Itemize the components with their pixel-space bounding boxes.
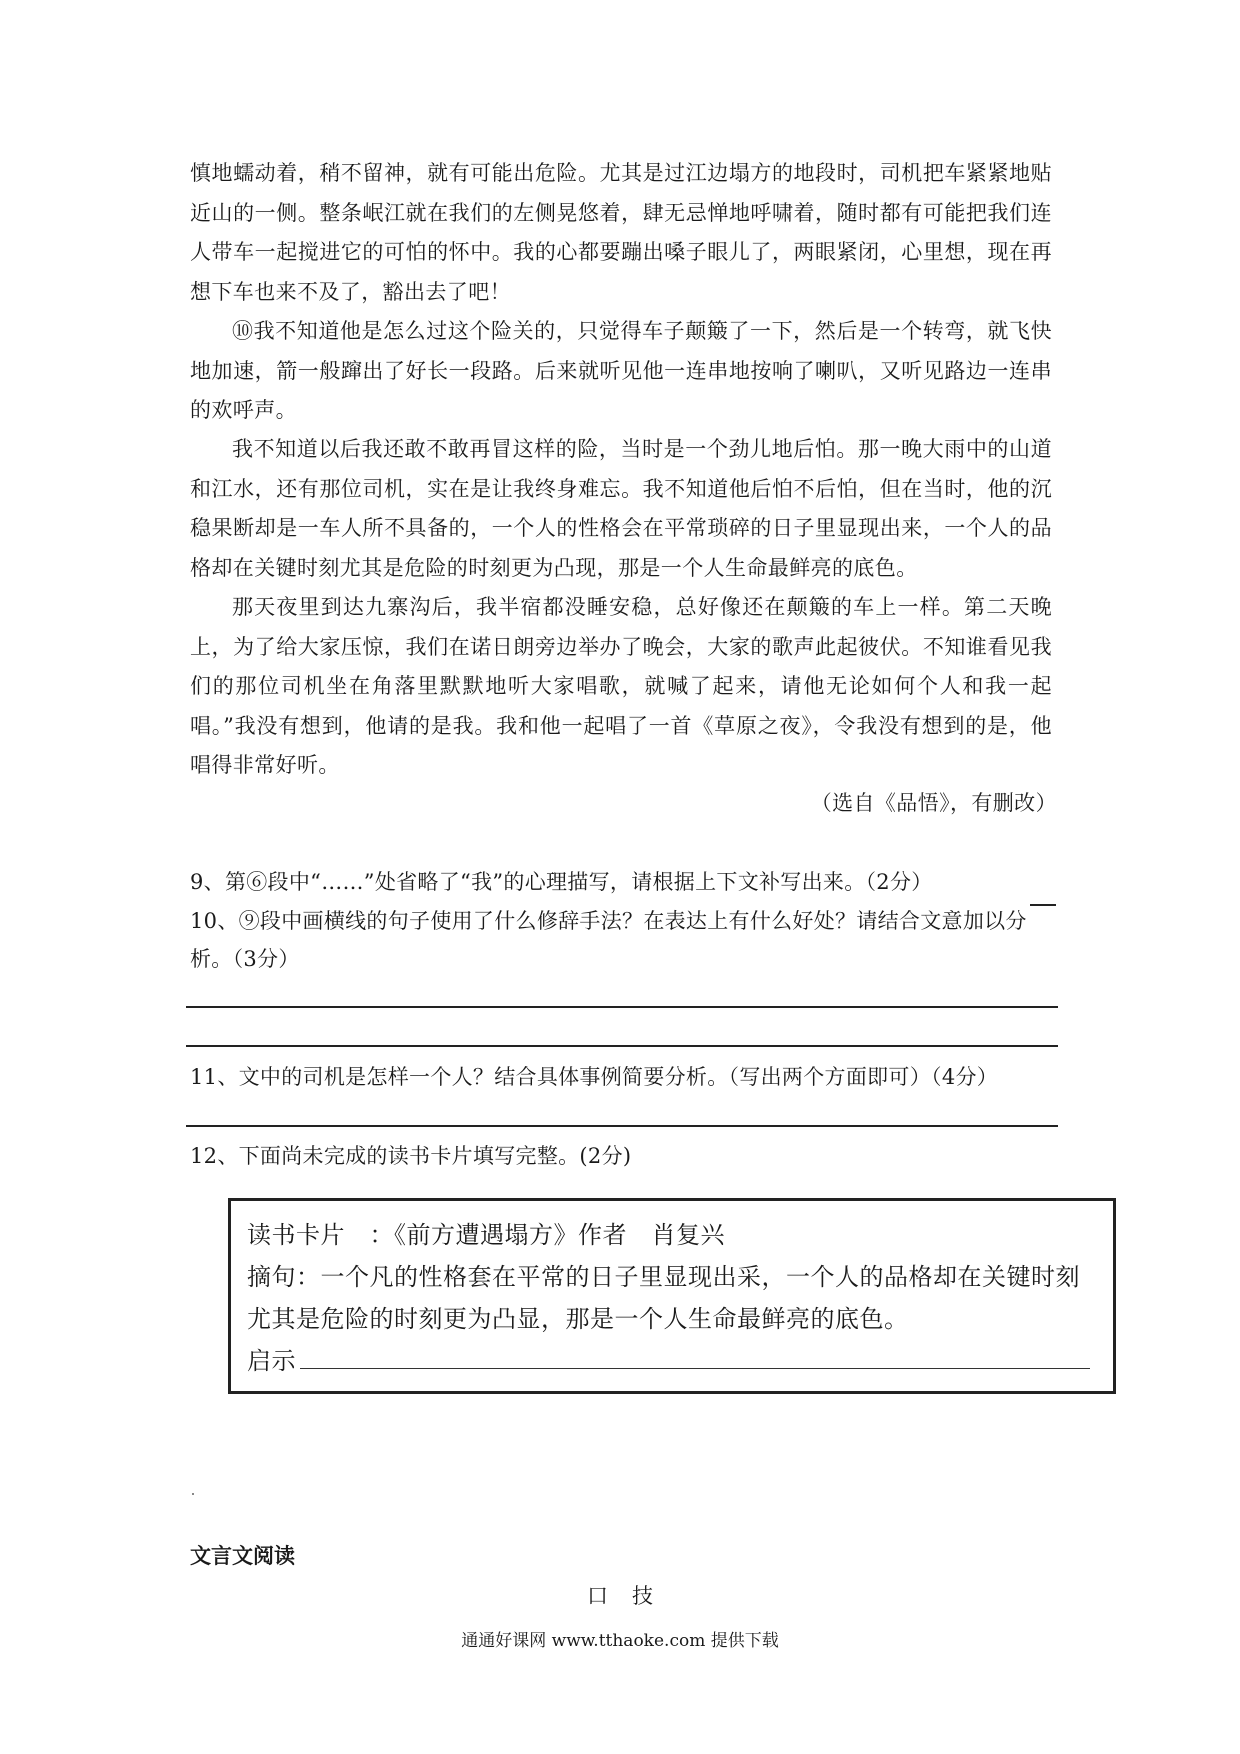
passage-paragraph-10: ⑩我不知道他是怎么过这个险关的，只觉得车子颠簸了一下，然后是一个转弯，就飞快地加速，箭一般蹿出了好长一段路。后来就听见他一连串地按响了喇叭，又听见路边一连串的欢呼声。 [190,319,1052,422]
article-title: 口技 [587,1584,677,1608]
card-quote-line-2: 尤其是危险的时刻更为凸显，那是一个人生命最鲜亮的底色。 [247,1305,909,1333]
card-title-line: 读书卡片 ：《前方遭遇塌方》作者 肖复兴 [247,1221,725,1249]
passage-paragraph-12: 那天夜里到达九寨沟后，我半宿都没睡安稳，总好像还在颠簸的车上一样。第二天晚上，为了给大家压惊，我们在诺日朗旁边举办了晚会，大家的歌声此起彼伏。不知谁看见我们的那位司机坐在角落里默默地听大家唱歌，就喊了起来，请他无论如何个人和我一起唱。”我没有想到，他请的是我。我和他一起唱了一首《草原之夜》，令我没有想到的是，他唱得非常好听。 [190,595,1052,777]
card-insight-label: 启示 [247,1347,296,1375]
card-quote-line-1: 摘句：一个凡的性格套在平常的日子里显现出采，一个人的品格却在关键时刻 [247,1263,1080,1291]
reading-card [228,1198,1116,1394]
question-9: 9、第⑥段中“……”处省略了“我”的心理描写，请根据上下文补写出来。（2分） [190,870,933,894]
question-10-answer-line-1[interactable] [186,1006,1058,1008]
stray-mark [192,1493,194,1495]
question-11: 11、文中的司机是怎样一个人？结合具体事例简要分析。（写出两个方面即可）（4分） [190,1065,999,1089]
page-footer: 通通好课网 www.tthaoke.com 提供下载 [461,1631,779,1651]
passage-paragraph-continued: 慎地蠕动着，稍不留神，就有可能出危险。尤其是过江边塌方的地段时，司机把车紧紧地贴近山的一侧。整条岷江就在我们的左侧晃悠着，肆无忌惮地呼啸着，随时都有可能把我们连人带车一起搅进它的可怕的怀中。我的心都要蹦出嗓子眼儿了，两眼紧闭，心里想，现在再想下车也来不及了，豁出去了吧！ [190,161,1052,304]
passage-paragraph-11: 我不知道以后我还敢不敢再冒这样的险，当时是一个劲儿地后怕。那一晚大雨中的山道和江水，还有那位司机，实在是让我终身难忘。我不知道他后怕不后怕，但在当时，他的沉稳果断却是一车人所不具备的，一个人的性格会在平常琐碎的日子里显现出来，一个人的品格却在关键时刻尤其是危险的时刻更为凸现，那是一个人生命最鲜亮的底色。 [190,437,1052,580]
question-11-answer-line[interactable] [186,1125,1058,1127]
question-10-answer-line-2[interactable] [186,1045,1058,1047]
section-title: 文言文阅读 [190,1544,295,1568]
passage-source: （选自《品悟》，有删改） [810,791,1057,815]
question-12: 12、下面尚未完成的读书卡片填写完整。(2分) [190,1144,632,1168]
card-insight-line [247,1341,1107,1381]
card-insight-blank[interactable] [300,1350,1090,1369]
question-10: 10、⑨段中画横线的句子使用了什么修辞手法？在表达上有什么好处？请结合文意加以分析。（3分） [190,909,1027,971]
